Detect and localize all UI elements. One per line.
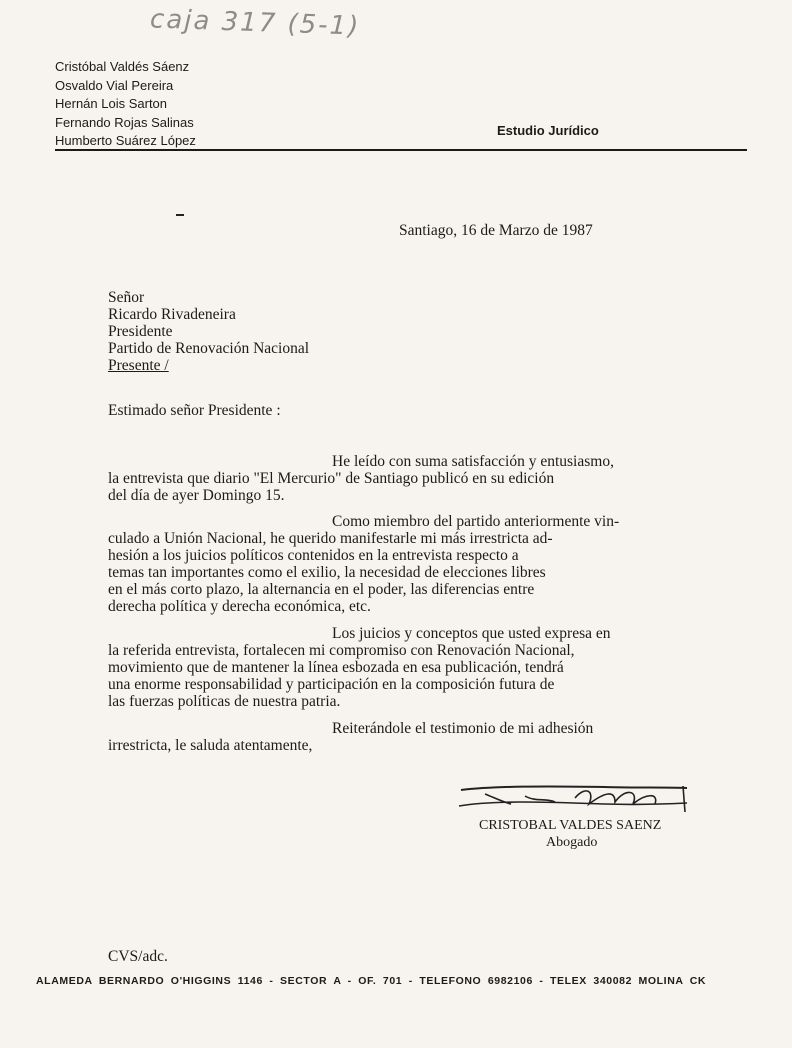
paragraph-line: la entrevista que diario "El Mercurio" de Santiago publicó en su edición	[108, 470, 555, 487]
footer-address: ALAMEDA BERNARDO O'HIGGINS 1146 - SECTOR A - OF. 701 - TELEFONO 6982106 - TELEX 340082 MOLINA CK	[36, 975, 707, 987]
salutation: Estimado señor Presidente :	[108, 402, 281, 419]
paragraph-line: la referida entrevista, fortalecen mi compromiso con Renovación Nacional,	[108, 642, 575, 659]
paragraph-line: en el más corto plazo, la alternancia en el poder, las diferencias entre	[108, 581, 535, 598]
paragraph-line: una enorme responsabilidad y participación en la composición futura de	[108, 676, 555, 693]
partner-name: Humberto Suárez López	[55, 133, 196, 148]
paragraph-4	[108, 720, 698, 754]
partner-name: Osvaldo Vial Pereira	[55, 77, 174, 93]
paragraph-line: del día de ayer Domingo 15.	[108, 487, 285, 504]
recipient-line: Señor	[108, 289, 145, 306]
letterhead-partners	[55, 58, 196, 151]
archive-handwritten-note: caja 317 (5-1)	[149, 4, 361, 42]
partner-name: Hernán Lois Sarton	[55, 96, 168, 111]
paragraph-2	[108, 513, 698, 615]
paragraph-line: He leído con suma satisfacción y entusiasmo,	[332, 453, 614, 470]
recipient-line: Ricardo Rivadeneira	[108, 306, 236, 323]
recipient-block	[108, 289, 309, 374]
paragraph-line: movimiento que de mantener la línea esbozada en esa publicación, tendrá	[108, 659, 564, 676]
paragraph-line: Los juicios y conceptos que usted expresa en	[332, 625, 611, 642]
recipient-line: Presidente	[108, 323, 173, 340]
partner-name: Fernando Rojas Salinas	[55, 114, 194, 130]
recipient-line: Partido de Renovación Nacional	[108, 340, 310, 357]
paragraph-line: culado a Unión Nacional, he querido manifestarle mi más irrestricta ad-	[108, 530, 553, 547]
letter-date: Santiago, 16 de Marzo de 1987	[399, 222, 593, 239]
paragraph-line: temas tan importantes como el exilio, la necesidad de elecciones libres	[108, 564, 546, 581]
signer-title: Abogado	[546, 835, 598, 850]
partner-name: Cristóbal Valdés Sáenz	[55, 59, 190, 74]
paragraph-line: derecha política y derecha económica, etc.	[108, 598, 371, 615]
paragraph-3	[108, 625, 698, 710]
stray-mark	[176, 214, 184, 216]
handwritten-signature	[455, 778, 695, 820]
paragraph-line: Como miembro del partido anteriormente vin-	[332, 513, 620, 530]
recipient-line: Presente /	[108, 357, 169, 374]
letterhead-rule	[55, 149, 747, 151]
paragraph-line: hesión a los juicios políticos contenidos en la entrevista respecto a	[108, 547, 519, 564]
reference-initials: CVS/adc.	[108, 948, 168, 965]
paragraph-line: irrestricta, le saluda atentamente,	[108, 737, 313, 754]
paragraph-line: Reiterándole el testimonio de mi adhesión	[332, 720, 594, 737]
signer-name: CRISTOBAL VALDES SAENZ	[479, 818, 662, 833]
paragraph-1	[108, 453, 698, 504]
paragraph-line: las fuerzas políticas de nuestra patria.	[108, 693, 341, 710]
firm-name: Estudio Jurídico	[497, 123, 599, 138]
